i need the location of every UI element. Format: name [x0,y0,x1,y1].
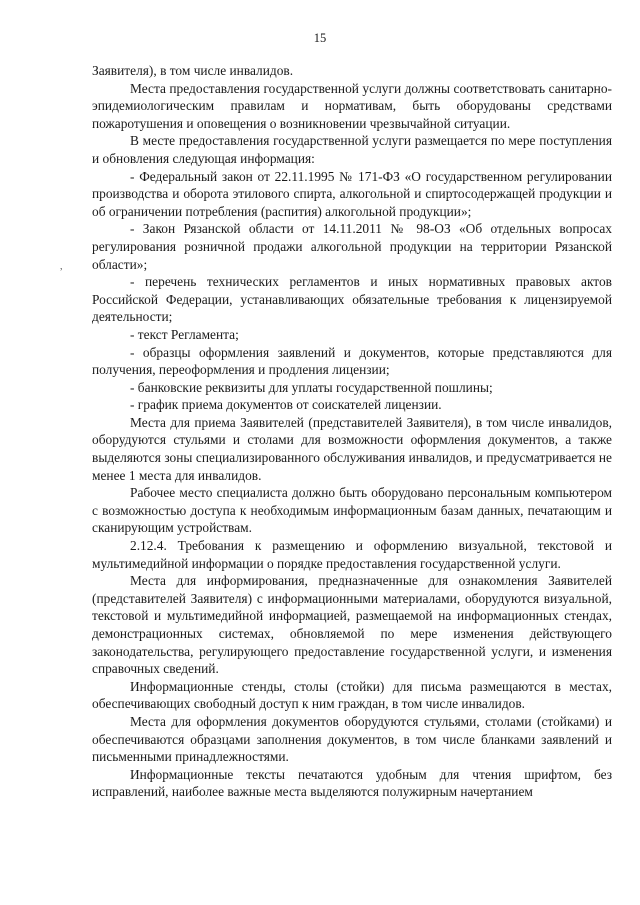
list-item-federal-law: - Федеральный закон от 22.11.1995 № 171-ФЗ «О государственном регулировании производства и оборота этилового спирта, алкогольной и спиртосодержащей продукции и об ограничении потребления (распития) алкогольной продукции»; [92,168,612,219]
paragraph-info-places: Места для информирования, предназначенные для ознакомления Заявителей (представителей Заявителя) с информационными материалами, оборудуются визуальной, текстовой и мультимедийной информацией, размещаемой на информационных стендах, демонстрационных системах, обновляемой по мере изменения действующего законодательства, регулирующего предоставление государственной услуги, и изменения справочных сведений. [92,573,612,677]
paragraph-info-intro: В месте предоставления государственной услуги размещается по мере поступления и обновления следующая информация: [92,133,612,166]
list-item-form-samples: - образцы оформления заявлений и документов, которые представляются для получения, переоформления и продления лицензии; [92,344,612,378]
list-item-regulations: - перечень технических регламентов и иных нормативных правовых актов Российской Федерации, устанавливающих обязательные требования к лицензируемой деятельности; [92,274,612,325]
list-item-regional-law: - Закон Рязанской области от 14.11.2011 № 98-ОЗ «Об отдельных вопросах регулирования розничной продажи алкогольной продукции на территории Рязанской области»; [92,221,612,272]
document-body [92,62,612,801]
list-item-bank-details: - банковские реквизиты для уплаты государственной пошлины; [130,379,493,395]
paragraph-info-texts: Информационные тексты печатаются удобным для чтения шрифтом, без исправлений, наиболее важные места выделяются полужирным начертанием [92,766,612,800]
page-number: 15 [313,31,327,45]
paragraph-continuation: Заявителя), в том числе инвалидов. [92,63,294,78]
paragraph-sanitary-requirements: Места предоставления государственной услуги должны соответствовать санитарно-эпидемиологическим правилам и нормативам, быть оборудованы средствами пожаротушения и оповещения о возникновении чрезвычайной ситуации. [92,80,612,131]
scan-mark: , [60,261,63,272]
paragraph-info-stands: Информационные стенды, столы (стойки) для письма размещаются в местах, обеспечивающих свободный доступ к ним граждан, в том числе инвалидов. [92,678,612,712]
paragraph-document-places: Места для оформления документов оборудуются стульями, столами (стойками) и обеспечиваются образцами заполнения документов, в том числе бланками заявлений и письменными принадлежностями. [92,713,612,765]
paragraph-reception-places: Места для приема Заявителей (представителей Заявителя), в том числе инвалидов, оборудуются стульями и столами для возможности оформления документов, а также выделяются зоны специализированного обслуживания инвалидов, и предусматривается не менее 1 места для инвалидов. [92,414,612,483]
section-heading-2-12-4: 2.12.4. Требования к размещению и оформлению визуальной, текстовой и мультимедийной информации о порядке предоставления государственной услуги. [92,538,612,571]
list-item-schedule: - график приема документов от соискателей лицензии. [130,397,442,413]
list-item-regulation-text: - текст Регламента; [130,326,239,342]
paragraph-workplace: Рабочее место специалиста должно быть оборудовано персональным компьютером с возможностью доступа к необходимым информационным базам данных, печатающим и сканирующим устройствам. [92,485,612,536]
